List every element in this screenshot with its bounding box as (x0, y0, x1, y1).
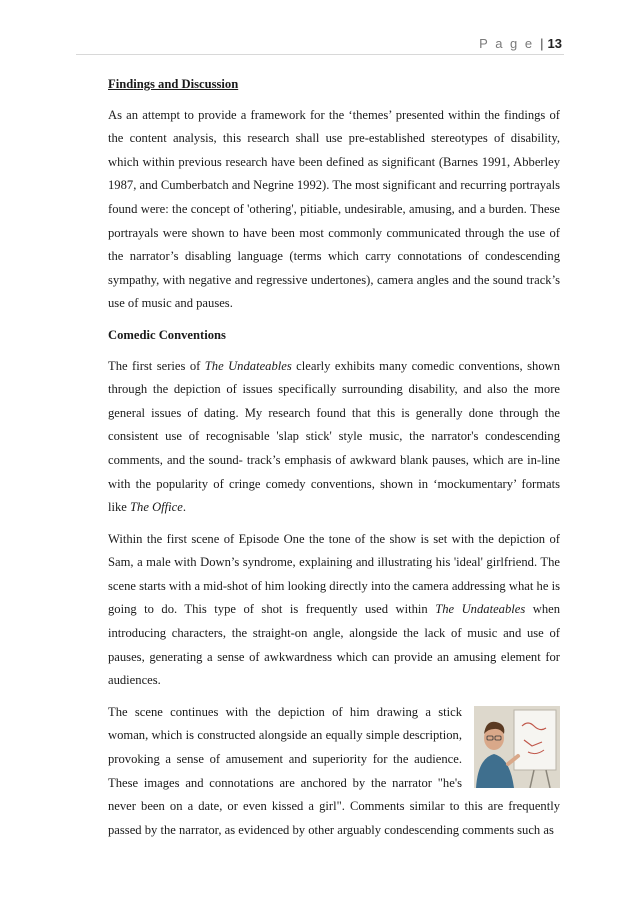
p2-text-a: The first series of (108, 358, 205, 373)
section-heading: Findings and Discussion (108, 77, 239, 91)
page-label: P a g e (479, 36, 535, 51)
header-rule (76, 54, 564, 55)
paragraph-framework: As an attempt to provide a framework for the ‘themes’ presented within the findings of the content analysis, this research shall use pre-established stereotypes of disability, which within previous research have been defined as significant (Barnes 1991, Abberley 1987, and Cumberbatch and Negrine 1992). The most significant and recurring portrayals found were: the concept of 'othering', pitiable, undesirable, amusing, and a burden. These portrayals were shown to have been most commonly communicated through the use of the narrator’s disabling language (terms which carry connotations of condescending sympathy, with negative and regressive undertones), camera angles and the sound track’s use of music and pauses. (108, 107, 560, 311)
p2-text-b: clearly exhibits many comedic conventions, shown through the depiction of issues specifically surrounding disability, and also the more general issues of dating. My research found that this is generally done through the consistent use of recognisable 'slap stick' style music, the narrator's condescending comments, and the sound- track’s emphasis of awkward blank pauses, which are in-line with the popularity of cringe comedy conventions, shown in ‘mockumentary’ formats like (108, 358, 561, 515)
p2-show-title: The Undateables (204, 358, 292, 373)
p2-the-office-title: The Office (130, 500, 183, 515)
paragraph-scene-continues (108, 701, 560, 843)
photo-man-at-flipchart (474, 706, 560, 788)
p3-show-title: The Undateables (435, 602, 526, 617)
paragraph-episode-one (108, 528, 560, 693)
page-body (108, 73, 560, 850)
p4-text: The scene continues with the depiction of him drawing a stick woman, which is constructed alongside an equally simple description, provoking a sense of amusement and superiority for the audience. These images and connotations are anchored by the narrator "he's never been on a date, or even kissed a girl". Comments similar to this are frequently passed by the narrator, as evidenced by other arguably condescending comments such as (108, 704, 560, 837)
p3-text-b: when introducing characters, the straight-on angle, alongside the lack of music and use of pauses, generating a sense of awkwardness which can provide an amusing element for audiences. (108, 602, 561, 688)
page-separator: | (540, 36, 544, 51)
paragraph-first-series (108, 355, 560, 520)
page-header (479, 36, 562, 51)
p3-text-a: Within the first scene of Episode One the tone of the show is set with the depiction of Sam, a male with Down’s syndrome, explaining and illustrating his 'ideal' girlfriend. The scene starts with a mid-shot of him looking directly into the camera addressing what he is going to do. This type of shot is frequently used within (108, 531, 560, 617)
subheading-comedic-conventions: Comedic Conventions (108, 327, 226, 342)
p2-text-c: . (182, 500, 187, 515)
page-number: 13 (547, 36, 562, 51)
